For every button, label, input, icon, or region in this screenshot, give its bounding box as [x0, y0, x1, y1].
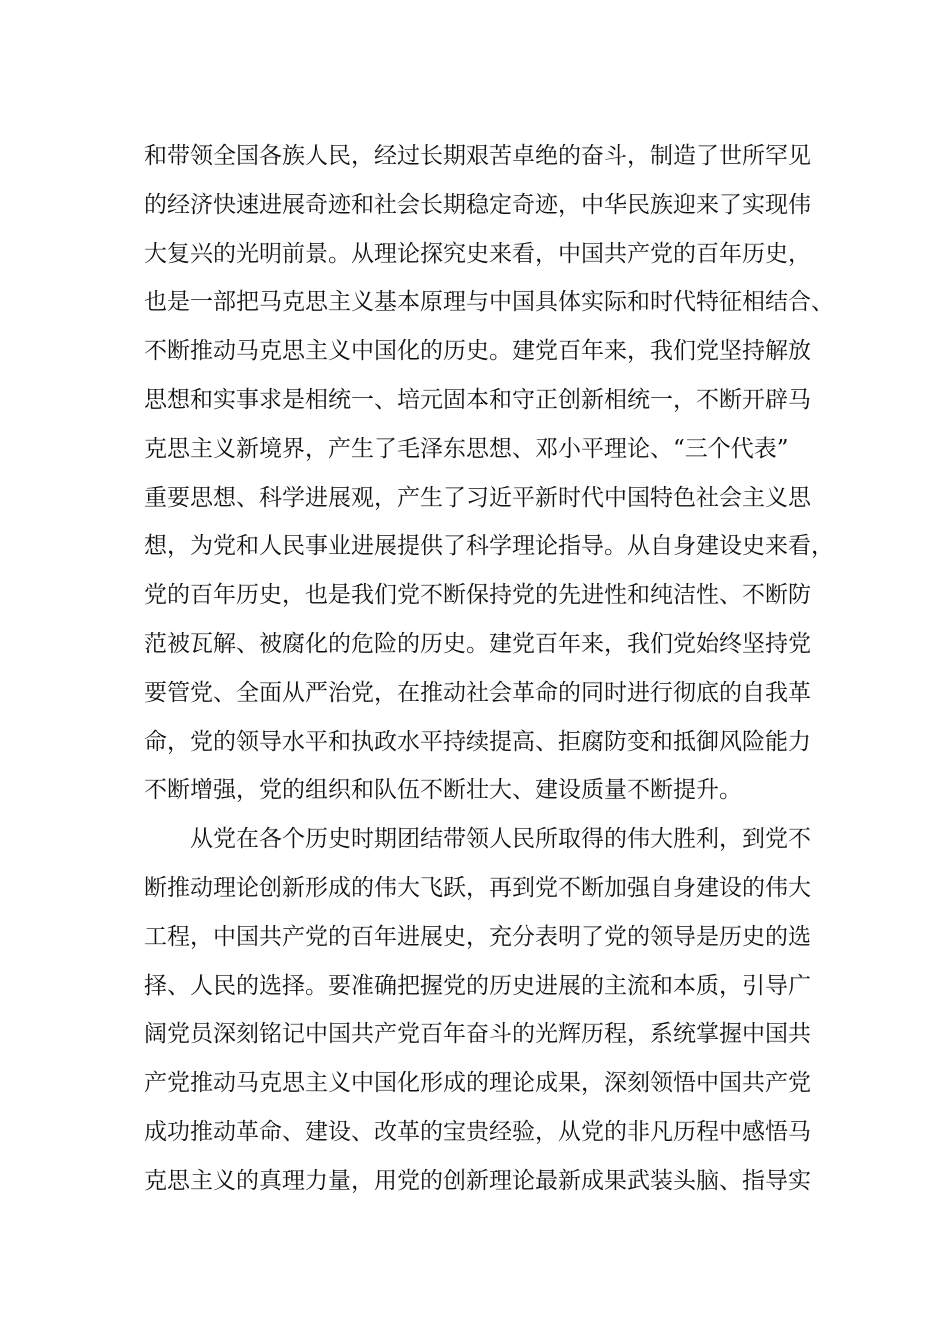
text-line: 思想和实事求是相统一、培元固本和守正创新相统一，不断开辟马	[144, 386, 811, 413]
text-line: 不断推动马克思主义中国化的历史。建党百年来，我们党坚持解放	[144, 338, 811, 365]
text-line: 产党推动马克思主义中国化形成的理论成果，深刻领悟中国共产党	[144, 1070, 811, 1097]
text-line: 阔党员深刻铭记中国共产党百年奋斗的光辉历程，系统掌握中国共	[144, 1021, 811, 1048]
text-line: 党的百年历史，也是我们党不断保持党的先进性和纯洁性、不断防	[144, 582, 811, 609]
text-line: 的经济快速进展奇迹和社会长期稳定奇迹，中华民族迎来了实现伟	[144, 191, 811, 218]
body-text	[144, 132, 834, 1206]
text-line: 和带领全国各族人民，经过长期艰苦卓绝的奋斗，制造了世所罕见	[144, 143, 811, 169]
text-line: 不断增强，党的组织和队伍不断壮大、建设质量不断提升。	[144, 777, 742, 804]
paragraph-start-line: 从党在各个历史时期团结带领人民所取得的伟大胜利，到党不	[190, 826, 811, 853]
text-line: 命，党的领导水平和执政水平持续提高、拒腐防变和抵御风险能力	[144, 728, 811, 755]
text-line: 范被瓦解、被腐化的危险的历史。建党百年来，我们党始终坚持党	[144, 630, 811, 657]
text-line: 成功推动革命、建设、改革的宝贵经验，从党的非凡历程中感悟马	[144, 1118, 811, 1145]
text-line: 断推动理论创新形成的伟大飞跃，再到党不断加强自身建设的伟大	[144, 874, 811, 901]
text-line: 克思主义的真理力量，用党的创新理论最新成果武装头脑、指导实	[144, 1167, 811, 1194]
text-line: 想，为党和人民事业进展提供了科学理论指导。从自身建设史来看，	[144, 533, 834, 560]
text-line: 克思主义新境界，产生了毛泽东思想、邓小平理论、“三个代表”	[144, 435, 789, 462]
text-line: 重要思想、科学进展观，产生了习近平新时代中国特色社会主义思	[144, 484, 811, 511]
text-line: 要管党、全面从严治党，在推动社会革命的同时进行彻底的自我革	[144, 679, 811, 706]
text-line: 工程，中国共产党的百年进展史，充分表明了党的领导是历史的选	[144, 923, 811, 950]
text-line: 择、人民的选择。要准确把握党的历史进展的主流和本质，引导广	[144, 972, 811, 999]
text-line: 也是一部把马克思主义基本原理与中国具体实际和时代特征相结合、	[144, 289, 834, 316]
text-line: 大复兴的光明前景。从理论探究史来看，中国共产党的百年历史，	[144, 240, 811, 267]
